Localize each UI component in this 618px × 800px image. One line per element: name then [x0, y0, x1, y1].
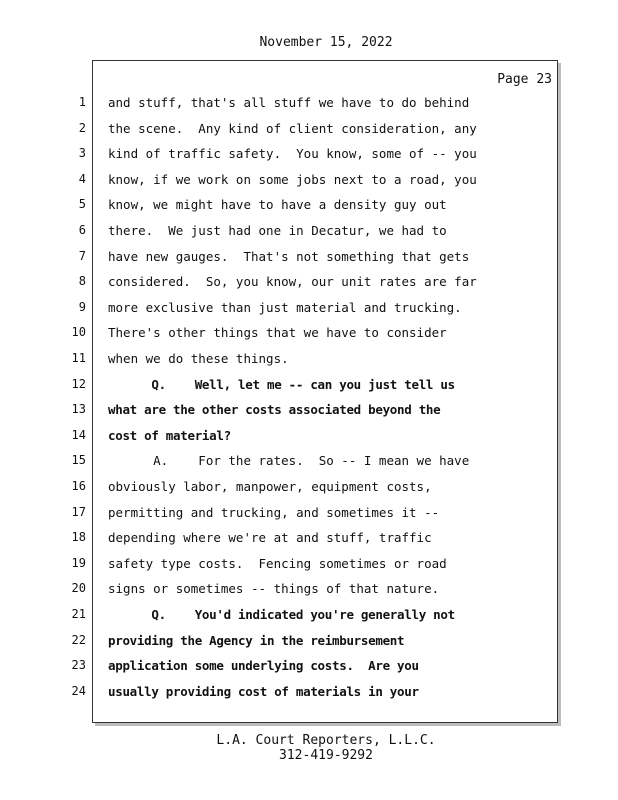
line-text: depending where we're at and stuff, traffic — [108, 530, 432, 546]
line-number: 6 — [78, 223, 86, 237]
transcript-line — [0, 192, 560, 217]
line-number: 11 — [71, 351, 86, 365]
line-text-question: usually providing cost of materials in your — [108, 683, 419, 699]
line-text-question: cost of material? — [108, 427, 231, 443]
line-number: 19 — [71, 555, 86, 570]
line-number: 1 — [78, 95, 86, 109]
transcript-line — [0, 448, 560, 473]
line-number: 17 — [71, 504, 86, 519]
line-number: 20 — [71, 581, 86, 596]
line-number: 18 — [71, 530, 86, 545]
line-text: A. For the rates. So -- I mean we have — [108, 453, 470, 469]
line-text: know, we might have to have a density guy out — [108, 197, 447, 213]
line-text: have new gauges. That's not something that gets — [108, 248, 470, 264]
transcript-line — [0, 653, 560, 678]
transcript-line — [0, 679, 560, 704]
transcript-line — [0, 141, 560, 166]
transcript-line — [0, 244, 560, 269]
transcript-line — [0, 474, 560, 499]
page-number: Page 23 — [497, 72, 552, 87]
transcript-line — [0, 295, 560, 320]
line-text-question: Q. Well, let me -- can you just tell us — [108, 376, 455, 392]
line-number: 10 — [71, 325, 86, 340]
transcript-line — [0, 500, 560, 525]
line-text: obviously labor, manpower, equipment costs, — [108, 479, 432, 494]
line-number: 16 — [71, 479, 86, 493]
transcript-line — [0, 525, 560, 550]
transcript-line — [0, 551, 560, 576]
footer-company: L.A. Court Reporters, L.L.C. — [216, 733, 436, 748]
line-number: 21 — [71, 607, 86, 621]
line-text-question: what are the other costs associated beyond the — [108, 402, 441, 418]
transcript-line — [0, 218, 560, 243]
line-number: 22 — [71, 632, 86, 647]
line-text: safety type costs. Fencing sometimes or road — [108, 555, 447, 571]
line-text: more exclusive than just material and trucking. — [108, 299, 462, 315]
transcript-line — [0, 372, 560, 397]
transcript-line — [0, 602, 560, 627]
line-text-question: providing the Agency in the reimbursement — [108, 632, 405, 648]
line-number: 9 — [78, 299, 86, 314]
line-text: there. We just had one in Decatur, we had to — [108, 223, 447, 238]
line-number: 2 — [78, 120, 86, 135]
transcript-date: November 15, 2022 — [259, 35, 393, 50]
line-text: and stuff, that's all stuff we have to do behind — [108, 95, 470, 110]
transcript-line — [0, 397, 560, 422]
line-text: signs or sometimes -- things of that nature. — [108, 581, 440, 597]
line-number: 24 — [71, 683, 86, 698]
line-text: There's other things that we have to consider — [108, 325, 447, 341]
transcript-line — [0, 628, 560, 653]
line-text: the scene. Any kind of client consideration, any — [108, 120, 477, 136]
line-number: 14 — [71, 427, 86, 442]
line-number: 7 — [78, 248, 86, 263]
line-number: 4 — [78, 171, 86, 186]
line-number: 8 — [78, 274, 86, 289]
line-text-question: application some underlying costs. Are you — [108, 658, 419, 674]
transcript-line — [0, 167, 560, 192]
transcript-line — [0, 346, 560, 371]
line-number: 13 — [71, 402, 86, 417]
line-text: know, if we work on some jobs next to a road, you — [108, 171, 477, 187]
transcript-line — [0, 423, 560, 448]
footer-phone: 312-419-9292 — [279, 748, 373, 763]
transcript-line — [0, 90, 560, 115]
line-text: permitting and trucking, and sometimes it -- — [108, 504, 440, 520]
transcript-line — [0, 269, 560, 294]
line-number: 5 — [78, 197, 86, 212]
transcript-line — [0, 320, 560, 345]
line-number: 12 — [71, 376, 86, 391]
line-number: 3 — [78, 146, 86, 161]
line-number: 23 — [71, 658, 86, 673]
line-text-question: Q. You'd indicated you're generally not — [108, 607, 455, 622]
line-number: 15 — [71, 453, 86, 468]
transcript-line — [0, 116, 560, 141]
transcript-line — [0, 576, 560, 601]
footer — [0, 733, 618, 763]
line-text: considered. So, you know, our unit rates are far — [108, 274, 477, 290]
line-text: when we do these things. — [108, 351, 289, 366]
line-text: kind of traffic safety. You know, some of -- you — [108, 146, 477, 162]
